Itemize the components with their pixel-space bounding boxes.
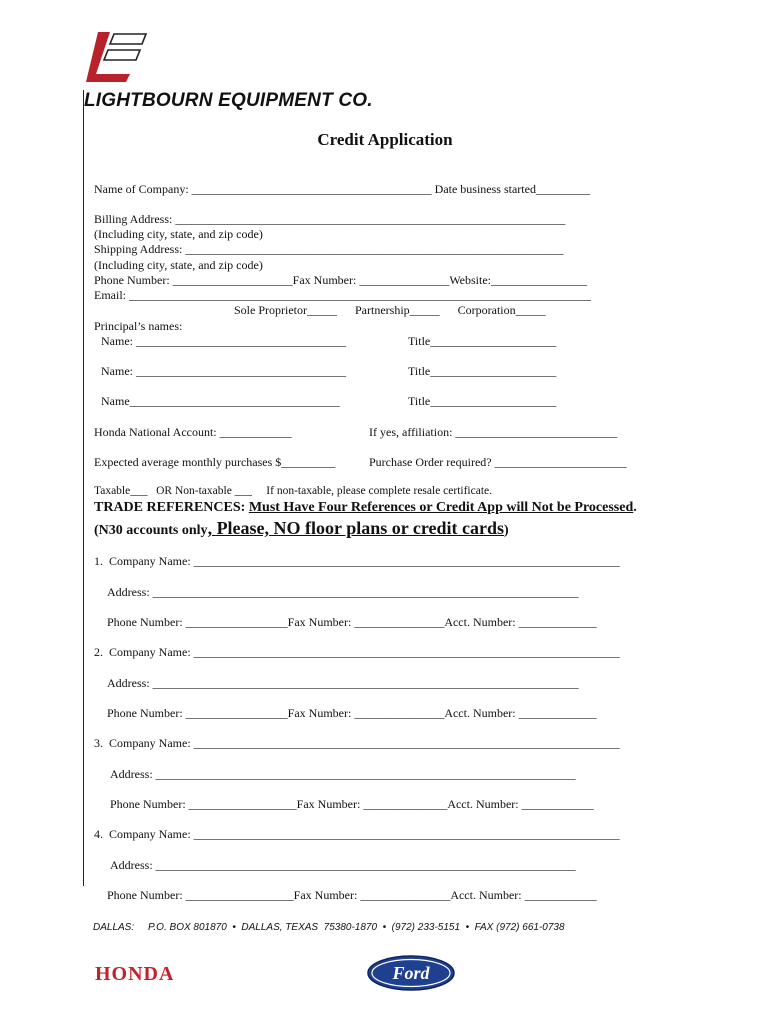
ref-4-phone-field[interactable]: Phone Number: __________________Fax Number: _______________Acct. Number: ____________ bbox=[107, 888, 597, 902]
ref-2-company-field[interactable]: 2. Company Name: _______________________________________________________________________ bbox=[94, 645, 620, 659]
ref-3-address-field[interactable]: Address: ______________________________________________________________________ bbox=[110, 767, 576, 781]
ref-3-phone-field[interactable]: Phone Number: __________________Fax Number: ______________Acct. Number: ____________ bbox=[110, 797, 594, 811]
email-field[interactable]: Email: _____________________________________________________________________________ bbox=[94, 288, 591, 302]
footer-contact: DALLAS: P.O. BOX 801870 • DALLAS, TEXAS 75380-1870 • (972) 233-5151 • FAX (972) 661-0738 bbox=[93, 922, 565, 933]
n30-notice-open: (N30 accounts only bbox=[94, 523, 208, 538]
billing-address-field[interactable]: Billing Address: _________________________________________________________________ bbox=[94, 212, 566, 226]
n30-notice bbox=[94, 518, 509, 539]
ref-4-company-field[interactable]: 4. Company Name: _______________________________________________________________________ bbox=[94, 827, 620, 841]
ref-2-phone-field[interactable]: Phone Number: _________________Fax Number: _______________Acct. Number: _____________ bbox=[107, 706, 597, 720]
n30-notice-emphasis: , Please, NO floor plans or credit cards bbox=[207, 518, 505, 538]
honda-logo-text: HONDA bbox=[95, 963, 175, 984]
principal-2-name-field[interactable]: Name: ___________________________________ bbox=[101, 364, 346, 378]
trade-references-label: TRADE REFERENCES: bbox=[94, 500, 249, 515]
document-title: Credit Application bbox=[317, 130, 453, 149]
company-name: LIGHTBOURN EQUIPMENT CO. bbox=[84, 90, 373, 111]
ref-1-company-field[interactable]: 1. Company Name: _______________________________________________________________________ bbox=[94, 554, 620, 568]
ford-logo-text: Ford bbox=[392, 963, 430, 983]
monthly-purchases-field[interactable]: Expected average monthly purchases $_________ bbox=[94, 455, 336, 469]
principal-3-name-field[interactable]: Name___________________________________ bbox=[101, 394, 340, 408]
honda-logo bbox=[95, 962, 205, 984]
business-type-field[interactable]: Sole Proprietor_____ Partnership_____ Corporation_____ bbox=[234, 303, 546, 317]
n30-notice-close: ) bbox=[504, 523, 509, 538]
ref-1-phone-field[interactable]: Phone Number: _________________Fax Number: _______________Acct. Number: _____________ bbox=[107, 615, 597, 629]
principal-1-name-field[interactable]: Name: ___________________________________ bbox=[101, 334, 346, 348]
ford-logo bbox=[366, 954, 456, 992]
trade-references-period: . bbox=[633, 500, 637, 515]
honda-national-account-field[interactable]: Honda National Account: ____________ bbox=[94, 425, 292, 439]
lightbourn-logo bbox=[84, 30, 154, 84]
ref-4-address-field[interactable]: Address: ______________________________________________________________________ bbox=[110, 858, 576, 872]
trade-references-heading bbox=[94, 500, 637, 516]
left-margin-rule bbox=[83, 90, 84, 886]
principal-3-title-field[interactable]: Title_____________________ bbox=[408, 394, 557, 408]
trade-references-warning: Must Have Four References or Credit App will Not be Processed bbox=[248, 500, 634, 515]
affiliation-field[interactable]: If yes, affiliation: ___________________________ bbox=[369, 425, 618, 439]
phone-fax-website-field[interactable]: Phone Number: ____________________Fax Number: _______________Website:________________ bbox=[94, 273, 588, 287]
ref-1-address-field[interactable]: Address: _______________________________________________________________________ bbox=[107, 585, 579, 599]
ref-2-address-field[interactable]: Address: _______________________________________________________________________ bbox=[107, 676, 579, 690]
shipping-address-note: (Including city, state, and zip code) bbox=[94, 258, 263, 272]
principals-label: Principal’s names: bbox=[94, 319, 183, 333]
principal-2-title-field[interactable]: Title_____________________ bbox=[408, 364, 557, 378]
company-name-field[interactable]: Name of Company: ________________________________________ Date business started_________ bbox=[94, 182, 590, 196]
purchase-order-field[interactable]: Purchase Order required? ______________________ bbox=[369, 455, 627, 469]
billing-address-note: (Including city, state, and zip code) bbox=[94, 227, 263, 241]
shipping-address-field[interactable]: Shipping Address: _______________________________________________________________ bbox=[94, 242, 564, 256]
taxable-field[interactable]: Taxable___ OR Non-taxable ___ If non-taxable, please complete resale certificate. bbox=[94, 485, 493, 497]
principal-1-title-field[interactable]: Title_____________________ bbox=[408, 334, 557, 348]
ref-3-company-field[interactable]: 3. Company Name: _______________________________________________________________________ bbox=[94, 736, 620, 750]
